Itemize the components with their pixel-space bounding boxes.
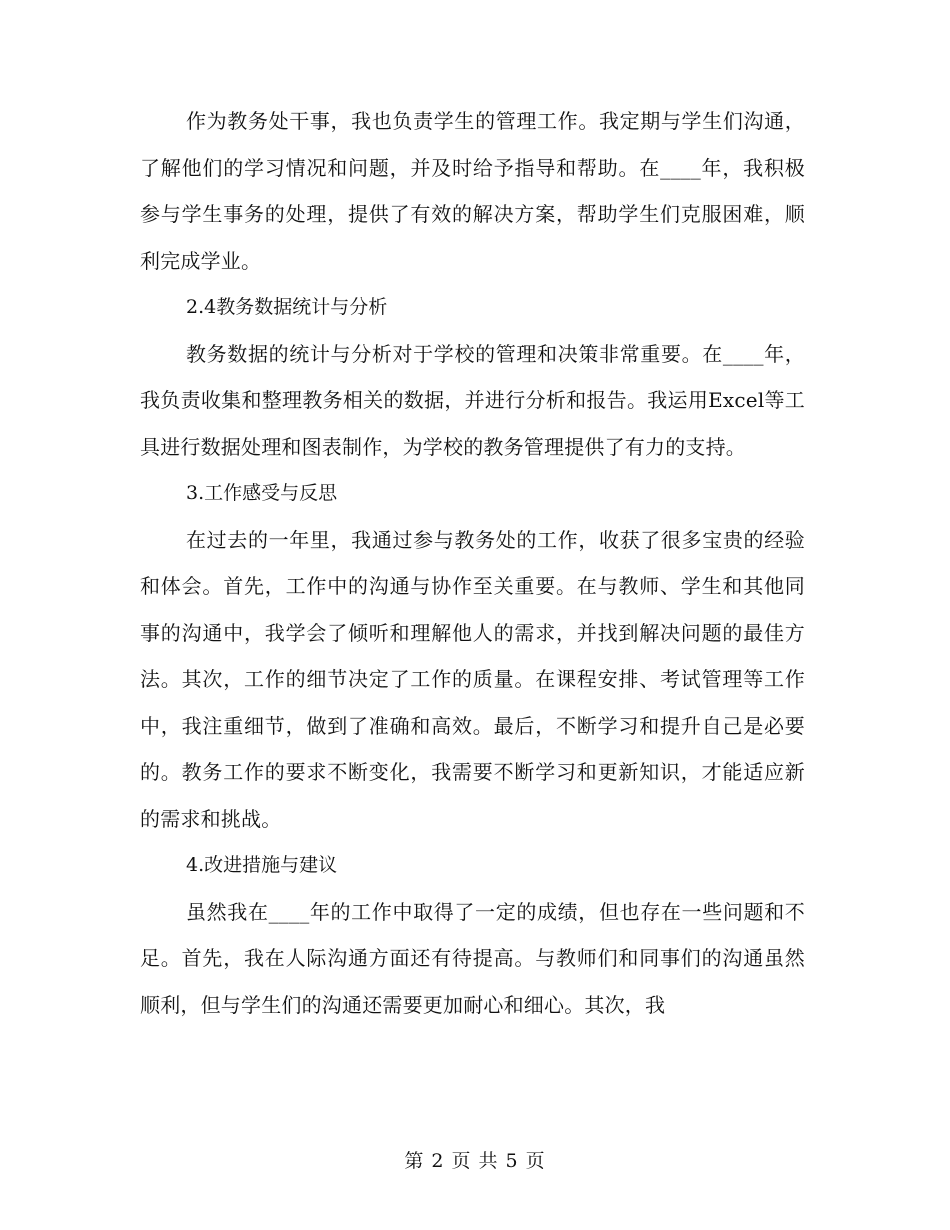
paragraph-work-reflection: 在过去的一年里，我通过参与教务处的工作，收获了很多宝贵的经验和体会。首先，工作中的沟通与协作至关重要。在与教师、学生和其他同事的沟通中，我学会了倾听和理解他人的需求，并找到解决问题的最佳方法。其次，工作的细节决定了工作的质量。在课程安排、考试管理等工作中，我注重细节，做到了准确和高效。最后，不断学习和提升自己是必要的。教务工作的要求不断变化，我需要不断学习和更新知识，才能适应新的需求和挑战。 [140, 527, 805, 831]
heading-data-statistics: 2.4教务数据统计与分析 [186, 296, 388, 318]
heading-work-reflection: 3.工作感受与反思 [186, 482, 338, 504]
paragraph-improvement: 虽然我在____年的工作中取得了一定的成绩，但也存在一些问题和不足。首先，我在人际沟通方面还有待提高。与教师们和同事们的沟通虽然顺利，但与学生们的沟通还需要更加耐心和细心。其次，我 [140, 899, 805, 1017]
paragraph-student-management: 作为教务处干事，我也负责学生的管理工作。我定期与学生们沟通，了解他们的学习情况和问题，并及时给予指导和帮助。在____年，我积极参与学生事务的处理，提供了有效的解决方案，帮助学生们克服困难，顺利完成学业。 [140, 109, 805, 273]
heading-improvement: 4.改进措施与建议 [186, 854, 338, 876]
page-number-footer: 第 2 页 共 5 页 [404, 1150, 546, 1172]
document-body [140, 98, 805, 1028]
paragraph-data-statistics: 教务数据的统计与分析对于学校的管理和决策非常重要。在____年，我负责收集和整理教务相关的数据，并进行分析和报告。我运用Excel等工具进行数据处理和图表制作，为学校的教务管理提供了有力的支持。 [140, 341, 805, 459]
